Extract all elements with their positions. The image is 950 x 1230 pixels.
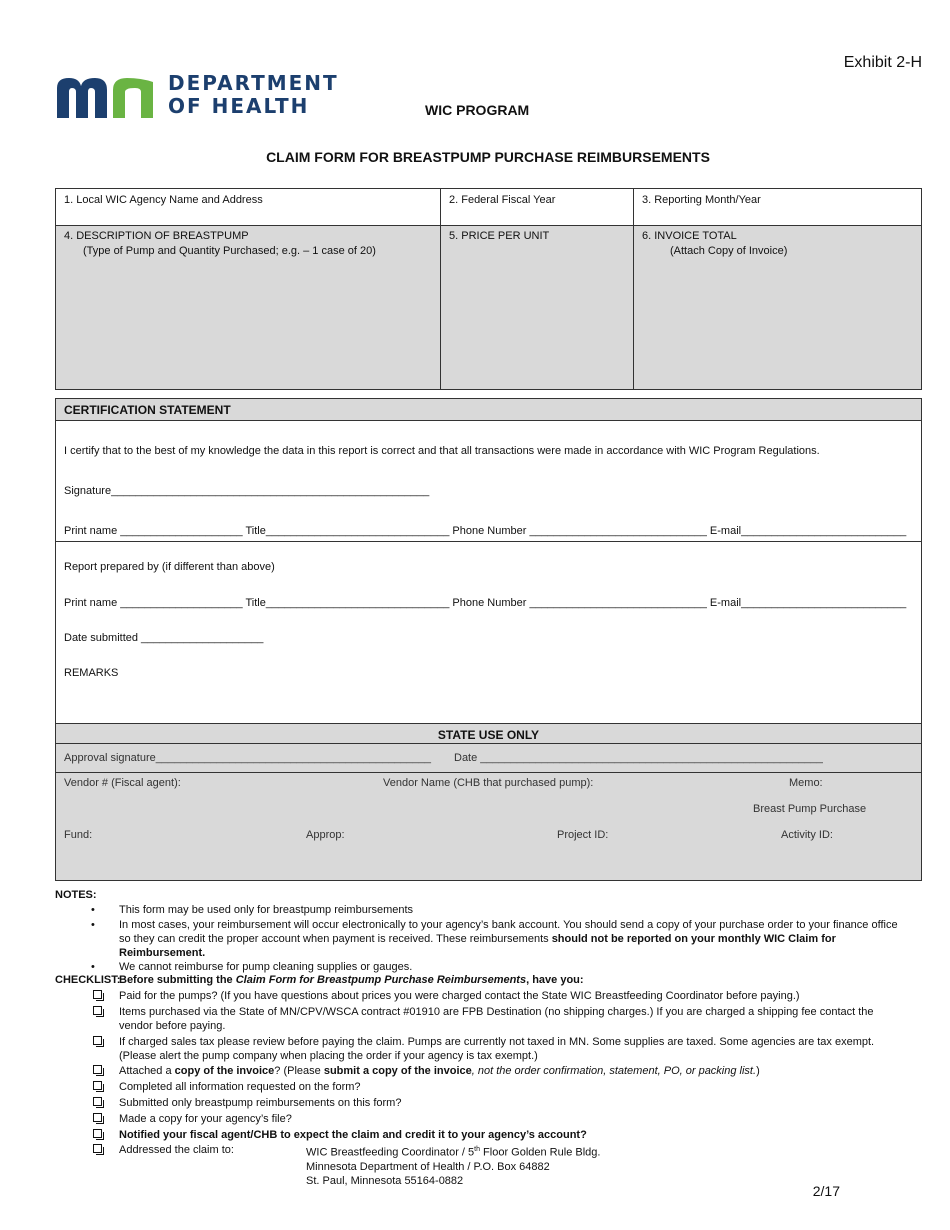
- approp-label: Approp:: [306, 829, 345, 841]
- remarks-label: REMARKS: [64, 667, 119, 679]
- checkbox-icon[interactable]: [93, 1129, 102, 1138]
- certifier-contact-line[interactable]: Print name ____________________ Title______________________________ Phone Number _____________________________ E-mail___________________________: [64, 525, 907, 537]
- invoice-total-hint: (Attach Copy of Invoice): [670, 245, 788, 257]
- checkbox-icon[interactable]: [93, 990, 102, 999]
- agency-name-label: 1. Local WIC Agency Name and Address: [64, 194, 263, 206]
- checklist-item-5: Completed all information requested on the form?: [119, 1081, 361, 1093]
- memo-value: Breast Pump Purchase: [753, 803, 867, 815]
- checkbox-icon[interactable]: [93, 1006, 102, 1015]
- notes-label: NOTES:: [55, 889, 97, 901]
- vendor-number-label: Vendor # (Fiscal agent):: [64, 777, 181, 789]
- bullet: •: [91, 961, 95, 973]
- preparer-contact-line[interactable]: Print name ____________________ Title______________________________ Phone Number _____________________________ E-mail___________________________: [64, 597, 907, 609]
- agency-info-table: [55, 188, 922, 390]
- state-use-heading: STATE USE ONLY: [56, 723, 921, 744]
- memo-label: Memo:: [789, 777, 823, 789]
- program-title: WIC PROGRAM: [425, 102, 530, 118]
- description-hint: (Type of Pump and Quantity Purchased; e.g. – 1 case of 20): [83, 245, 376, 257]
- notes-section: [55, 888, 905, 1188]
- invoice-total-label: 6. INVOICE TOTAL: [642, 230, 737, 242]
- checklist-item-7: Made a copy for your agency’s file?: [119, 1113, 292, 1125]
- fund-label: Fund:: [64, 829, 93, 841]
- checklist-item-8: Notified your fiscal agent/CHB to expect the claim and credit it to your agency’s account?: [119, 1129, 587, 1141]
- certification-section: [55, 398, 922, 881]
- mailing-address: [306, 1143, 806, 1188]
- checklist-item-9: Addressed the claim to:: [119, 1144, 234, 1156]
- address-line-2: Minnesota Department of Health / P.O. Box 64882: [306, 1160, 550, 1173]
- checkbox-icon[interactable]: [93, 1144, 102, 1153]
- checklist-item-6: Submitted only breastpump reimbursements on this form?: [119, 1097, 402, 1109]
- checklist-label: CHECKLIST:: [55, 974, 121, 986]
- page-number: 2/17: [812, 1183, 840, 1199]
- checkbox-icon[interactable]: [93, 1081, 102, 1090]
- price-per-unit-field[interactable]: [441, 225, 633, 389]
- agency-name-field[interactable]: [56, 189, 440, 225]
- checkbox-icon[interactable]: [93, 1113, 102, 1122]
- approval-signature-line[interactable]: Approval signature_____________________________________________: [64, 752, 432, 764]
- date-submitted-line[interactable]: Date submitted ____________________: [64, 632, 264, 644]
- address-line-3: St. Paul, Minnesota 55164-0882: [306, 1174, 464, 1187]
- certification-statement: I certify that to the best of my knowledge the data in this report is correct and that all transactions were made in accordance with WIC Program Regulations.: [64, 445, 820, 457]
- project-id-label: Project ID:: [557, 829, 609, 841]
- reporting-month-label: 3. Reporting Month/Year: [642, 194, 761, 206]
- approval-date-line[interactable]: Date ________________________________________________________: [454, 752, 823, 764]
- activity-id-label: Activity ID:: [781, 829, 833, 841]
- certification-heading: CERTIFICATION STATEMENT: [56, 399, 921, 421]
- checkbox-icon[interactable]: [93, 1097, 102, 1106]
- reporting-month-field[interactable]: [634, 189, 922, 225]
- checkbox-icon[interactable]: [93, 1065, 102, 1074]
- fiscal-year-label: 2. Federal Fiscal Year: [449, 194, 556, 206]
- fiscal-year-field[interactable]: [441, 189, 633, 225]
- checkbox-icon[interactable]: [93, 1036, 102, 1045]
- note-1: This form may be used only for breastpump reimbursements: [119, 904, 414, 916]
- form-title: CLAIM FORM FOR BREASTPUMP PURCHASE REIMBURSEMENTS: [266, 149, 710, 165]
- logo-wordmark: [168, 72, 339, 118]
- bullet: •: [91, 904, 95, 916]
- invoice-total-field[interactable]: [634, 225, 922, 389]
- checklist-item-1: Paid for the pumps? (If you have questions about prices you were charged contact the State WIC Breastfeeding Coordinator before paying.): [119, 990, 800, 1002]
- checklist-item-4: Attached a copy of the invoice? (Please submit a copy of the invoice, not the order confirmation, statement, PO, or packing list.): [119, 1065, 760, 1077]
- logo-line-2: OF HEALTH: [168, 94, 310, 118]
- checklist-item-2: Items purchased via the State of MN/CPV/WSCA contract #01910 are FPB Destination (no shipping charges.) If you are charged a shipping fee contact the vendor before paying.: [119, 1006, 874, 1032]
- vendor-name-label: Vendor Name (CHB that purchased pump):: [383, 777, 594, 789]
- checklist-intro: Before submitting the Claim Form for Breastpump Purchase Reimbursements, have you:: [119, 974, 584, 986]
- logo-line-1: DEPARTMENT: [168, 71, 339, 95]
- note-2: In most cases, your reimbursement will occur electronically to your agency’s bank account. You should send a copy of your purchase order to your finance office so they can credit the proper account when payment is received. These reimbursements should not be reported on your monthly WIC Claim for Reimbursement.: [119, 919, 898, 959]
- prepared-by-label: Report prepared by (if different than above): [64, 561, 275, 573]
- price-per-unit-label: 5. PRICE PER UNIT: [449, 230, 550, 242]
- description-field[interactable]: [56, 225, 440, 389]
- bullet: •: [91, 919, 95, 931]
- checklist-item-3: If charged sales tax please review before paying the claim. Pumps are currently not taxed in MN. Some supplies are taxed. Some agencies are tax exempt. (Please alert the pump company when placing the order if your agency is tax exempt.): [119, 1036, 875, 1062]
- description-label: 4. DESCRIPTION OF BREASTPUMP: [64, 230, 249, 242]
- signature-line[interactable]: Signature____________________________________________________: [64, 485, 430, 497]
- address-line-1: WIC Breastfeeding Coordinator / 5th Floor Golden Rule Bldg.: [306, 1146, 601, 1159]
- note-3: We cannot reimburse for pump cleaning supplies or gauges.: [119, 961, 413, 973]
- exhibit-label: Exhibit 2-H: [843, 54, 922, 71]
